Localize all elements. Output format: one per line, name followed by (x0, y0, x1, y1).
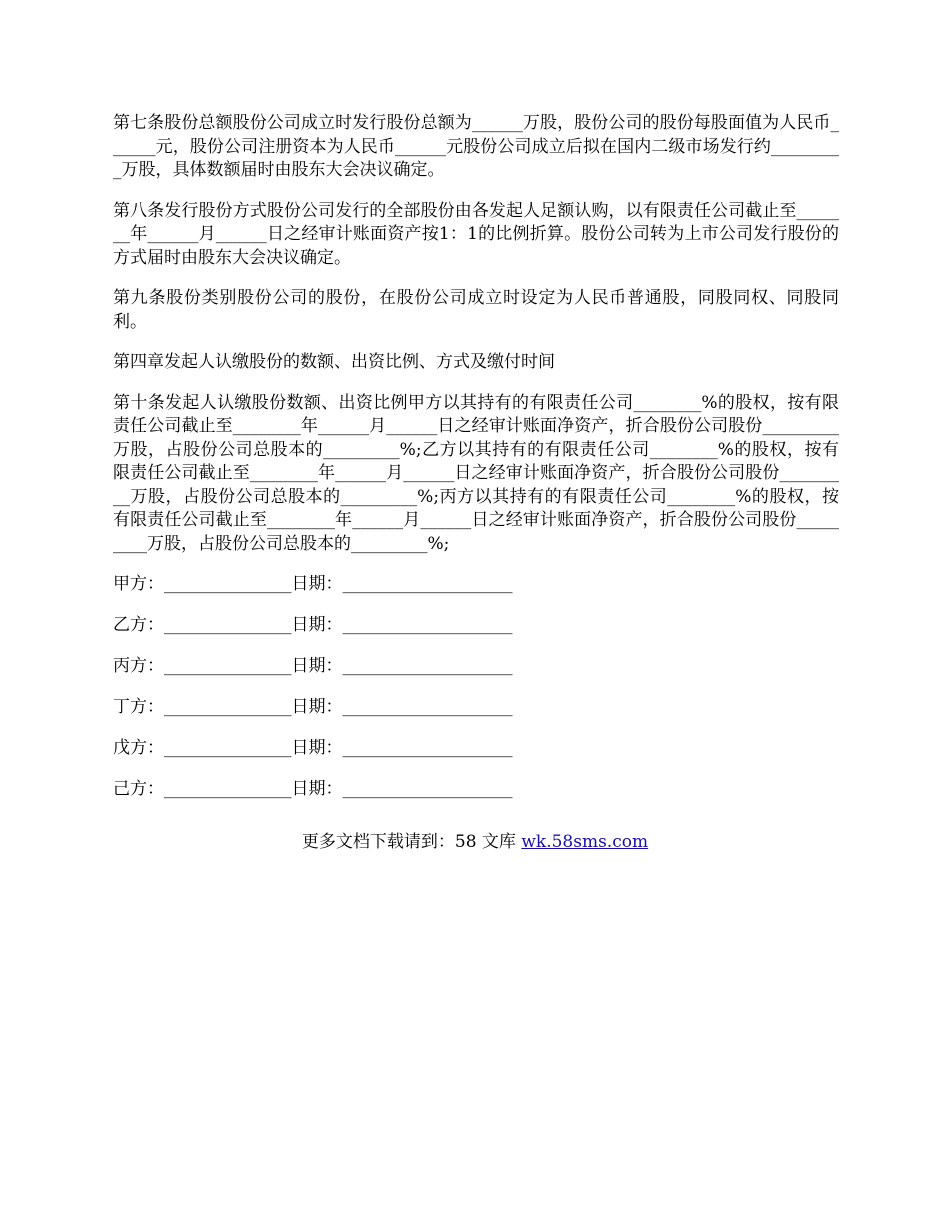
article-7-paragraph: 第七条股份总额股份公司成立时发行股份总额为______万股，股份公司的股份每股面值为人民币______元，股份公司注册资本为人民币______元股份公司成立后拟在国内二级市场发行约_________万股，具体数额届时由股东大会决议确定。 (113, 113, 839, 180)
article-10-paragraph: 第十条发起人认缴股份数额、出资比例甲方以其持有的有限责任公司________%的股权，按有限责任公司截止至________年______月______日之经审计账面净资产，折合股份公司股份_________万股，占股份公司总股本的_________%;乙方以其持有的有限责任公司________%的股权，按有限责任公司截止至________年______月______日之经审计账面净资产，折合股份公司股份_________万股，占股份公司总股本的_________%;丙方以其持有的有限责任公司________%的股权，按有限责任公司截止至________年______月______日之经审计账面净资产，折合股份公司股份_________万股，占股份公司总股本的_________%; (113, 392, 839, 554)
chapter-4-heading: 第四章发起人认缴股份的数额、出资比例、方式及缴付时间 (113, 352, 555, 372)
signature-line-wu: 戊方：_______________日期：____________________ (113, 738, 513, 758)
article-9-paragraph: 第九条股份类别股份公司的股份，在股份公司成立时设定为人民币普通股，同股同权、同股同利。 (113, 288, 839, 332)
signature-line-jia: 甲方：_______________日期：____________________ (113, 574, 513, 594)
signature-line-ji: 己方：_______________日期：____________________ (113, 779, 513, 799)
article-8-paragraph: 第八条发行股份方式股份公司发行的全部股份由各发起人足额认购，以有限责任公司截止至_______年______月______日之经审计账面资产按1：1的比例折算。股份公司转为上市公司发行股份的方式届时由股东大会决议确定。 (113, 200, 839, 268)
document-body (113, 112, 839, 819)
signature-block (113, 573, 839, 801)
footer-link[interactable]: wk.58sms.com (521, 832, 649, 852)
signature-line-bing: 丙方：_______________日期：____________________ (113, 656, 513, 676)
footer (0, 831, 950, 854)
signature-line-yi: 乙方：_______________日期：____________________ (113, 615, 513, 635)
footer-text: 更多文档下载请到：58 文库 (301, 832, 522, 852)
signature-line-ding: 丁方：_______________日期：____________________ (113, 697, 513, 717)
